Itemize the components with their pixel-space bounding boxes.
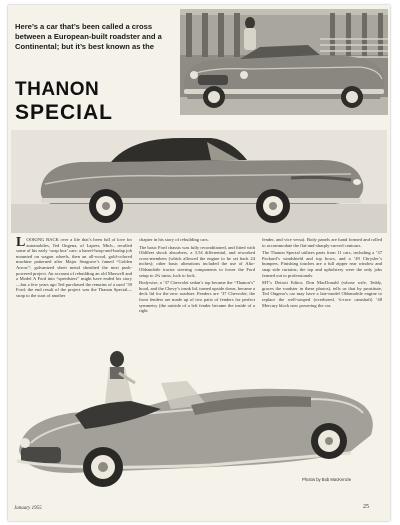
page-number: 25 — [363, 504, 369, 510]
col3-paragraph-2: The Thanon Special utilizes parts from 11 cars, including a ’37 Packard’s windshield and top bows, and a ’49 Chrysler’s bumpers. Finishing touches are a full zipper rear window and snap side curtains; the top and upholstery were the only jobs farmed out to professionals. — [262, 250, 382, 278]
intro-text: Here’s a car that’s been called a cross between a European-built roadster and a Continental; but it’s best known as the — [15, 22, 162, 51]
article-column-1 — [16, 237, 132, 301]
col3-paragraph-3: MT’s Detroit Editor, Don MacDonald (whose wife, Teddy, graces the roadster in these photos), tells us that by prostitute, Ted Ongena’s car may have a late-model Oldsmobile engine to replace the well-souped (overbored, ¾-race camshaft) ’48 Mercury block now powering the car. — [262, 280, 382, 308]
photo-credit: Photos by Bob MacKenzie — [302, 477, 352, 482]
col2-paragraph-3: Bodywise, a ’37 Chevrolet sedan’s top became the “Thanon’s” hood, and the Chevy’s trunk lid, turned upside down, became a deck lid for the new roadster. Fenders are ’37 Chevrolet; the front fenders are made up of two pairs of fenders for perfect symmetry (the outside of a left fender became the inside of a right — [139, 280, 255, 314]
col2-paragraph-2: The basic Ford chassis was fully reconditioned, and fitted with Oldfleet shock absorbers, a 3.54 differential, and reworked cross-members (which allowed the engine to be set back 24 inches); other basic alterations included the use of Alto-Oldsmobile tractor steering components to lower the Ford setup to 2¾ turns, lock to lock. — [139, 244, 255, 278]
col3-paragraph-1: fender, and vice versa). Body panels are hand formed and rolled to accommodate the flat-and-sharply-curved contours. — [262, 237, 382, 248]
col1-paragraph-1: OOKING BACK over a life that’s been full of love for automobiles, Ted Ongena, of Lapeer, Mich., recalled some of his early ‘soap box’ cars: a barrel-hoop-and-burlap job mounted on wagon wheels, then an all-wood, gold-colored machine patterned after Major Seagrave’s famed “Golden Arrow”; galvanized sheet metal sheathed the next push-powered project. An account of rebuilding an old Maxwell and a Model A Ford into “speedsters” might have ended his story—but a few years ago Ted purchased the remains of a used ’39 Ford; the end result of the project was the Thanon Special—strap to the start of another — [16, 237, 132, 298]
headline-line-2: SPECIAL — [15, 101, 114, 124]
magazine-page — [8, 5, 390, 521]
headline-line-1: THANON — [15, 79, 100, 100]
photo-middle — [11, 130, 387, 233]
article-column-2 — [139, 237, 255, 316]
drop-cap: L — [16, 235, 26, 250]
photo-bottom — [11, 343, 387, 495]
col2-paragraph-1: chapter in his story of rebuilding cars. — [139, 237, 209, 242]
issue-date: January 1955 — [14, 506, 42, 511]
photo-top-right — [180, 9, 388, 115]
article-column-3 — [262, 237, 382, 310]
